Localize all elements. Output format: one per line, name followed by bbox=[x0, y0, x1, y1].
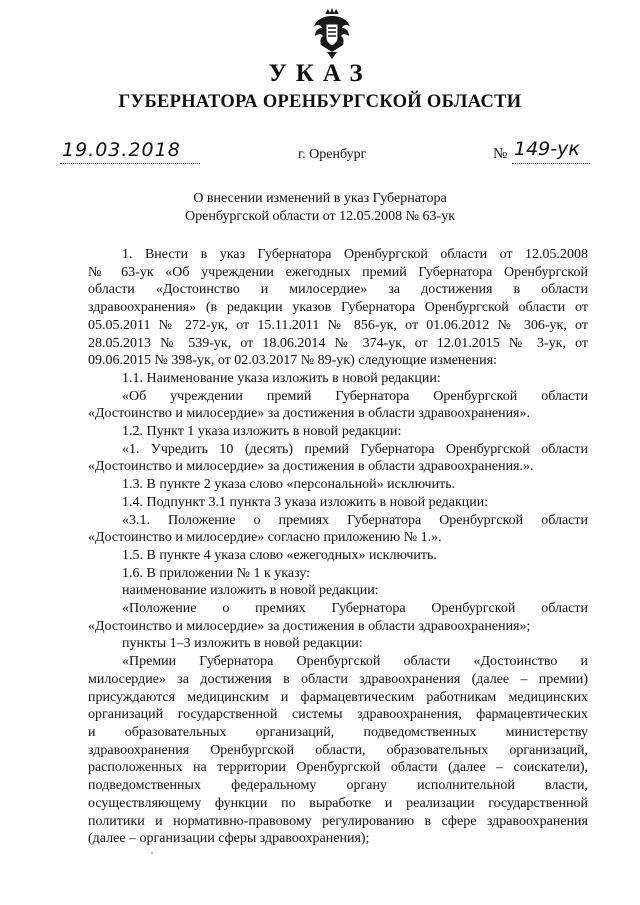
body-line: 1.2. Пункт 1 указа изложить в новой редакции: bbox=[122, 424, 402, 440]
body-line: 1.6. В приложении № 1 к указу: bbox=[122, 565, 311, 581]
body-line: 1.4. Подпункт 3.1 пункта 3 указа изложить в новой редакции: bbox=[122, 494, 489, 510]
body-line: политики и нормативно-правовому регулированию в сфере здравоохранения bbox=[88, 813, 588, 829]
document-subtitle: ГУБЕРНАТОРА ОРЕНБУРГСКОЙ ОБЛАСТИ bbox=[118, 92, 522, 112]
body-line: организаций государственной системы здравоохранения, фармацевтических bbox=[88, 707, 588, 723]
body-line: милосердие» за достижения в области здравоохранения (далее – премии) bbox=[88, 671, 588, 687]
body-line: «Достоинство и милосердие» согласно приложению № 1.». bbox=[88, 530, 442, 546]
document-city: г. Оренбург bbox=[298, 147, 367, 162]
body-line: здравоохранения Оренбургской области, образовательных организаций, bbox=[88, 742, 588, 758]
document-body bbox=[88, 246, 588, 848]
body-line: присуждаются медицинским и фармацевтическим работникам медицинских bbox=[88, 689, 588, 705]
body-line: 1.1. Наименование указа изложить в новой редакции: bbox=[122, 370, 441, 386]
document-title: УКАЗ bbox=[268, 60, 372, 87]
number-sign: № bbox=[493, 146, 508, 162]
document-number: 149-ук bbox=[514, 138, 580, 160]
date-underline bbox=[60, 163, 200, 165]
body-line: здравоохранения» (в редакции указов Губернатора Оренбургской области от bbox=[88, 300, 588, 316]
body-line: «3.1. Положение о премиях Губернатора Оренбургской области bbox=[122, 512, 588, 528]
body-line: «Положение о премиях Губернатора Оренбургской области bbox=[122, 601, 588, 617]
body-line: № 63-ук «Об учреждении ежегодных премий Губернатора Оренбургской bbox=[88, 264, 588, 280]
body-line: «Достоинство и милосердие» за достижения в области здравоохранения»; bbox=[88, 618, 531, 634]
body-line: 1.5. В пункте 4 указа слово «ежегодных» исключить. bbox=[122, 547, 437, 563]
body-line: «Достоинство и милосердие» за достижения в области здравоохранения.». bbox=[88, 459, 534, 475]
document-date: 19.03.2018 bbox=[62, 139, 181, 161]
body-line: расположенных на территории Оренбургской области (далее – соискатели), bbox=[88, 760, 588, 776]
body-line: «Достоинство и милосердие» за достижения в области здравоохранения». bbox=[88, 406, 530, 422]
scan-artifact bbox=[151, 852, 153, 854]
body-line: 05.05.2011 № 272-ук, от 15.11.2011 № 856-ук, от 01.06.2012 № 306-ук, от bbox=[88, 317, 588, 333]
body-line: «Об учреждении премий Губернатора Оренбургской области bbox=[122, 388, 588, 404]
body-line: подведомственных федеральному органу исполнительной власти, bbox=[88, 778, 588, 794]
number-underline bbox=[512, 163, 590, 165]
body-line: наименование изложить в новой редакции: bbox=[122, 583, 379, 599]
body-line: пункты 1–3 изложить в новой редакции: bbox=[122, 636, 363, 652]
body-line: осуществляющему функции по выработке и реализации государственной bbox=[88, 795, 588, 811]
body-line: «1. Учредить 10 (десять) премий Губернатора Оренбургской области bbox=[122, 441, 588, 457]
body-line: (далее – организации сферы здравоохранения); bbox=[88, 831, 370, 847]
body-line: и образовательных организаций, подведомственных министерству bbox=[88, 724, 588, 740]
body-line: 09.06.2015 № 398-ук, от 02.03.2017 № 89-ук) следующие изменения: bbox=[88, 353, 497, 369]
subject-line-1: О внесении изменений в указ Губернатора bbox=[193, 191, 447, 206]
subject-line-2: Оренбургской области от 12.05.2008 № 63-ук bbox=[185, 209, 455, 224]
body-line: 28.05.2013 № 539-ук, от 18.06.2014 № 374-ук, от 12.01.2015 № 3-ук, от bbox=[88, 335, 588, 351]
body-line: области «Достоинство и милосердие» за достижения в области bbox=[88, 282, 588, 298]
body-line: 1. Внести в указ Губернатора Оренбургской области от 12.05.2008 bbox=[122, 247, 588, 262]
body-line: «Премии Губернатора Оренбургской области «Достоинство и bbox=[122, 654, 588, 670]
body-line: 1.3. В пункте 2 указа слово «персональной» исключить. bbox=[122, 477, 456, 493]
coat-of-arms-icon bbox=[312, 8, 352, 60]
